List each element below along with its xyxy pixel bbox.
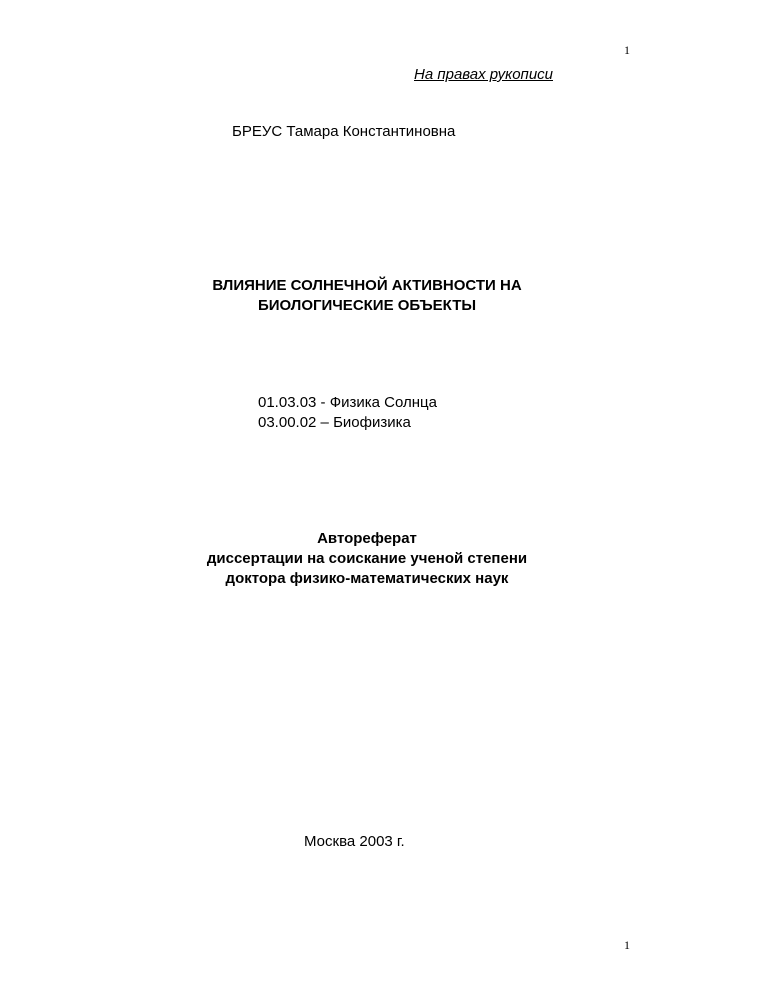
author-name: БРЕУС Тамара Константиновна <box>232 123 456 140</box>
specialty-item: 01.03.03 - Физика Солнца <box>258 394 437 411</box>
specialty-list <box>258 393 437 433</box>
specialty-item: 03.00.02 – Биофизика <box>258 414 411 431</box>
thesis-title-line: ВЛИЯНИЕ СОЛНЕЧНОЙ АКТИВНОСТИ НА <box>212 277 522 294</box>
abstract-heading-line: диссертации на соискание ученой степени <box>206 550 528 567</box>
place-year: Москва 2003 г. <box>304 833 405 850</box>
thesis-title-line: БИОЛОГИЧЕСКИЕ ОБЪЕКТЫ <box>257 297 477 314</box>
abstract-heading-line: Автореферат <box>317 530 417 547</box>
abstract-heading <box>0 529 734 589</box>
abstract-heading-line: доктора физико-математических наук <box>225 570 509 587</box>
rights-note: На правах рукописи <box>414 66 553 83</box>
page-number-top: 1 <box>624 43 630 57</box>
page-number-bottom: 1 <box>624 938 630 952</box>
thesis-title <box>0 276 734 316</box>
